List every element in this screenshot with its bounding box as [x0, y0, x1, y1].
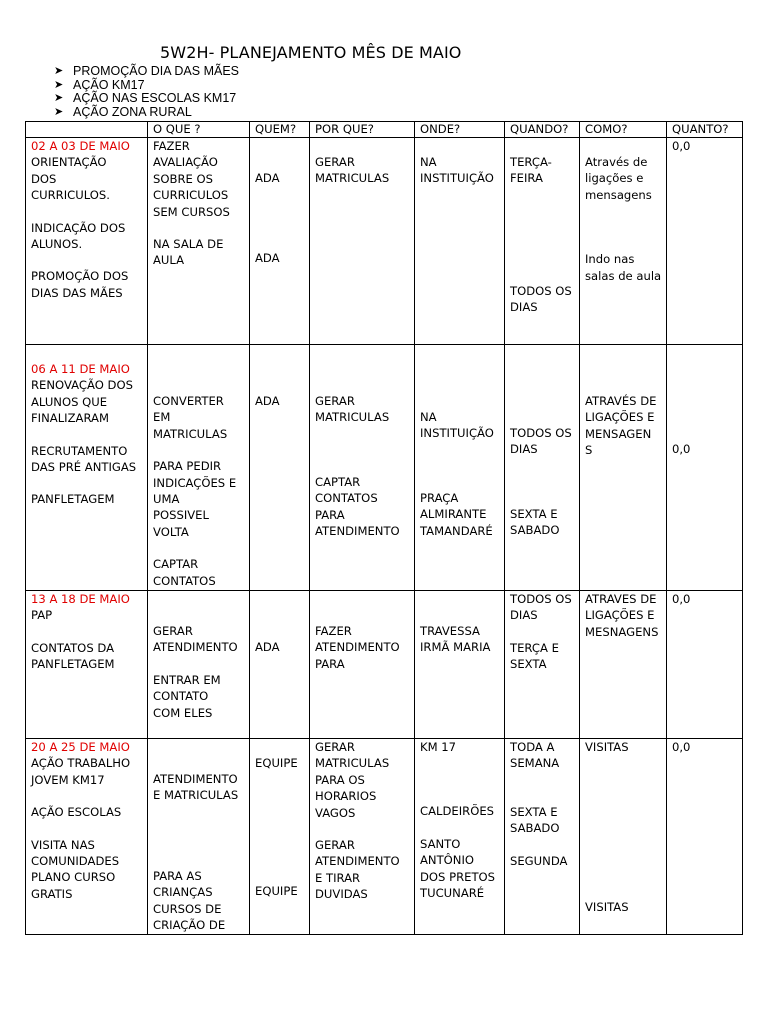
who-cell: EQUIPE EQUIPE [250, 739, 310, 935]
where-cell: NA INSTITUIÇÃO PRAÇA ALMIRANTE TAMANDARÉ [415, 345, 505, 591]
when-cell: TODOS OS DIAS TERÇA E SEXTA [505, 591, 580, 739]
header-cell-empty [26, 122, 148, 138]
table-row [26, 591, 743, 739]
period-label: 02 A 03 DE MAIO [31, 139, 130, 153]
arrow-bullet-icon: ➤ [54, 65, 64, 77]
activity-cell: 02 A 03 DE MAIO ORIENTAÇÃO DOS CURRICULOS. INDICAÇÃO DOS ALUNOS. PROMOÇÃO DOS DIAS DAS MÃES [26, 138, 148, 345]
header-o-que: O QUE ? [148, 122, 250, 138]
who-cell: ADA [250, 591, 310, 739]
table-row [26, 739, 743, 935]
how-cell: ATRAVÉS DE LIGAÇÕES E MENSAGEN S [580, 345, 667, 591]
period-label: 06 A 11 DE MAIO [31, 362, 130, 376]
header-quanto: QUANTO? [667, 122, 743, 138]
activity-cell: 20 A 25 DE MAIO AÇÃO TRABALHO JOVEM KM17 AÇÃO ESCOLAS VISITA NAS COMUNIDADES PLANO CURSO GRATIS [26, 739, 148, 935]
why-cell: GERAR MATRICULAS [310, 138, 415, 345]
when-cell: TERÇA- FEIRA TODOS OS DIAS [505, 138, 580, 345]
table-row [26, 138, 743, 345]
what-cell: CONVERTER EM MATRICULAS PARA PEDIR INDICAÇÕES E UMA POSSIVEL VOLTA CAPTAR CONTATOS [148, 345, 250, 591]
activity-cell: 13 A 18 DE MAIO PAP CONTATOS DA PANFLETAGEM [26, 591, 148, 739]
quantity-cell: 0,0 [667, 345, 743, 591]
bullet-list [54, 65, 239, 119]
who-cell: ADA [250, 345, 310, 591]
how-cell: VISITAS VISITAS [580, 739, 667, 935]
bullet-item: ➤ PROMOÇÃO DIA DAS MÃES [54, 64, 240, 78]
period-label: 13 A 18 DE MAIO [31, 592, 130, 606]
period-label: 20 A 25 DE MAIO [31, 740, 130, 754]
header-quem: QUEM? [250, 122, 310, 138]
where-cell: NA INSTITUIÇÃO [415, 138, 505, 345]
header-row [26, 122, 743, 138]
where-cell: KM 17 CALDEIRÕES SANTO ANTÔNIO DOS PRETOS TUCUNARÉ [415, 739, 505, 935]
when-cell: TODA A SEMANA SEXTA E SABADO SEGUNDA [505, 739, 580, 935]
activity-cell: 06 A 11 DE MAIO RENOVAÇÃO DOS ALUNOS QUE FINALIZARAM RECRUTAMENTO DAS PRÉ ANTIGAS PANFLETAGEM [26, 345, 148, 591]
header-quando: QUANDO? [505, 122, 580, 138]
arrow-bullet-icon: ➤ [54, 78, 64, 91]
why-cell: FAZER ATENDIMENTO PARA [310, 591, 415, 739]
what-cell: FAZER AVALIAÇÃO SOBRE OS CURRICULOS SEM CURSOS NA SALA DE AULA [148, 138, 250, 345]
who-cell: ADA ADA [250, 138, 310, 345]
header-onde: ONDE? [415, 122, 505, 138]
why-cell: GERAR MATRICULAS CAPTAR CONTATOS PARA ATENDIMENTO [310, 345, 415, 591]
arrow-bullet-icon: ➤ [54, 105, 64, 118]
bullet-item: ➤ AÇÃO NAS ESCOLAS KM17 [54, 91, 237, 105]
quantity-cell: 0,0 [667, 138, 743, 345]
what-cell: GERAR ATENDIMENTO ENTRAR EM CONTATO COM ELES [148, 591, 250, 739]
when-cell: TODOS OS DIAS SEXTA E SABADO [505, 345, 580, 591]
arrow-bullet-icon: ➤ [54, 92, 64, 104]
bullet-item: ➤ AÇÃO KM17 [54, 77, 145, 92]
planning-table [25, 121, 743, 935]
quantity-cell: 0,0 [667, 739, 743, 935]
header-como: COMO? [580, 122, 667, 138]
header-por-que: POR QUE? [310, 122, 415, 138]
what-cell: ATENDIMENTO E MATRICULAS PARA AS CRIANÇAS CURSOS DE CRIAÇÃO DE [148, 739, 250, 935]
table-row [26, 345, 743, 591]
how-cell: ATRAVES DE LIGAÇÕES E MESNAGENS [580, 591, 667, 739]
page-title: 5W2H- PLANEJAMENTO MÊS DE MAIO [160, 43, 462, 62]
where-cell: TRAVESSA IRMÃ MARIA [415, 591, 505, 739]
how-cell: Através de ligações e mensagens Indo nas salas de aula [580, 138, 667, 345]
why-cell: GERAR MATRICULAS PARA OS HORARIOS VAGOS GERAR ATENDIMENTO E TIRAR DUVIDAS [310, 739, 415, 935]
bullet-item: ➤ AÇÃO ZONA RURAL [54, 104, 192, 119]
quantity-cell: 0,0 [667, 591, 743, 739]
